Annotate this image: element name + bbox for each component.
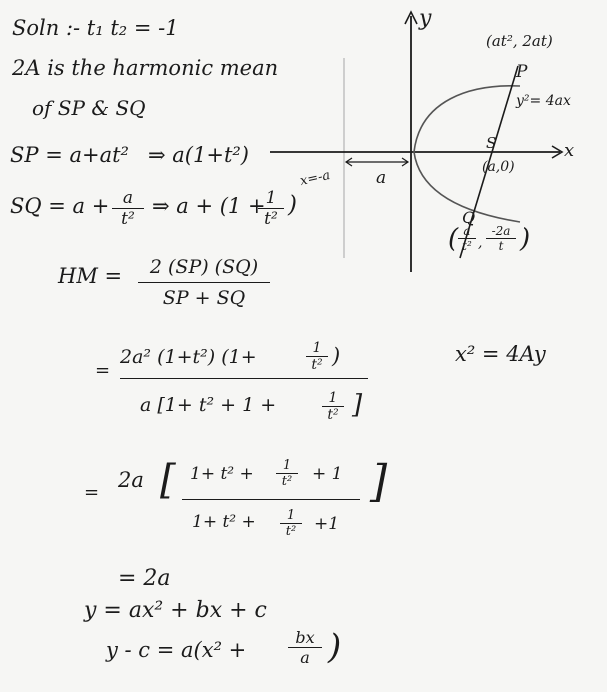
sq-equation-rhs: ⇒ a + (1 + bbox=[152, 194, 266, 218]
step2-numerator: 1+ t² + bbox=[190, 464, 254, 484]
step2-right-bracket: ] bbox=[370, 456, 388, 507]
solution-header: Soln :- t₁ t₂ = -1 bbox=[12, 16, 179, 40]
focus-label: S bbox=[486, 134, 497, 152]
step1-numerator: 2a² (1+t²) (1+ bbox=[120, 346, 257, 368]
step2-numerator-fraction: 1 t² bbox=[276, 458, 298, 489]
step1-numerator-fraction: 1 t² bbox=[306, 340, 328, 373]
harmonic-mean-statement: 2A is the harmonic mean bbox=[12, 56, 279, 80]
step1-denominator-fraction: 1 t² bbox=[322, 390, 344, 423]
side-equation: x² = 4Ay bbox=[455, 342, 546, 366]
step1-numerator-close: ) bbox=[332, 344, 341, 368]
step2-coefficient: 2a bbox=[118, 468, 144, 492]
step2-denominator: 1+ t² + bbox=[192, 512, 256, 532]
step1-denominator: a [1+ t² + 1 + bbox=[140, 394, 277, 416]
step2-denominator-end: +1 bbox=[314, 514, 340, 534]
parabola-equation-label: y²= 4ax bbox=[516, 93, 571, 109]
quadratic-rearranged: y - c = a(x² + bbox=[106, 638, 247, 662]
step1-equals: = bbox=[95, 360, 111, 381]
sp-equation-lhs: SP = a+at² bbox=[10, 143, 129, 167]
distance-label: a bbox=[376, 168, 387, 188]
y-axis-label: y bbox=[419, 6, 432, 31]
sq-rhs-fraction: 1 t² bbox=[258, 188, 284, 229]
result-line: = 2a bbox=[118, 566, 171, 591]
point-q-label: Q bbox=[462, 208, 476, 227]
sq-rhs-close: ) bbox=[288, 192, 297, 218]
directrix-label: x=-a bbox=[298, 168, 332, 189]
quadratic-close: ) bbox=[328, 627, 342, 667]
x-axis-label: x bbox=[564, 140, 575, 161]
point-p-label: P bbox=[516, 62, 528, 82]
focus-coordinates: (a,0) bbox=[482, 159, 515, 175]
hm-lhs: HM = bbox=[58, 264, 123, 288]
quadratic-equation: y = ax² + bx + c bbox=[84, 598, 267, 623]
point-q-coordinates: ( a t² , -2a t ) bbox=[448, 224, 531, 254]
of-sp-sq-line: of SP & SQ bbox=[32, 96, 146, 120]
point-p-coordinates: (at², 2at) bbox=[486, 32, 553, 50]
step2-left-bracket: [ bbox=[160, 457, 176, 503]
step2-numerator-end: + 1 bbox=[312, 464, 343, 484]
hm-fraction: 2 (SP) (SQ) SP + SQ bbox=[138, 256, 270, 309]
parabola-curve bbox=[414, 86, 520, 222]
step2-equals: = bbox=[84, 482, 100, 503]
sp-equation-rhs: ⇒ a(1+t²) bbox=[148, 143, 249, 167]
step2-denominator-fraction: 1 t² bbox=[280, 508, 302, 539]
sq-equation-lhs: SQ = a + bbox=[10, 194, 110, 218]
sq-fraction-a-over-t2: a t² bbox=[112, 188, 144, 229]
quadratic-fraction-bx-over-a: bx a bbox=[288, 628, 322, 667]
step1-denominator-close: ] bbox=[352, 390, 363, 420]
